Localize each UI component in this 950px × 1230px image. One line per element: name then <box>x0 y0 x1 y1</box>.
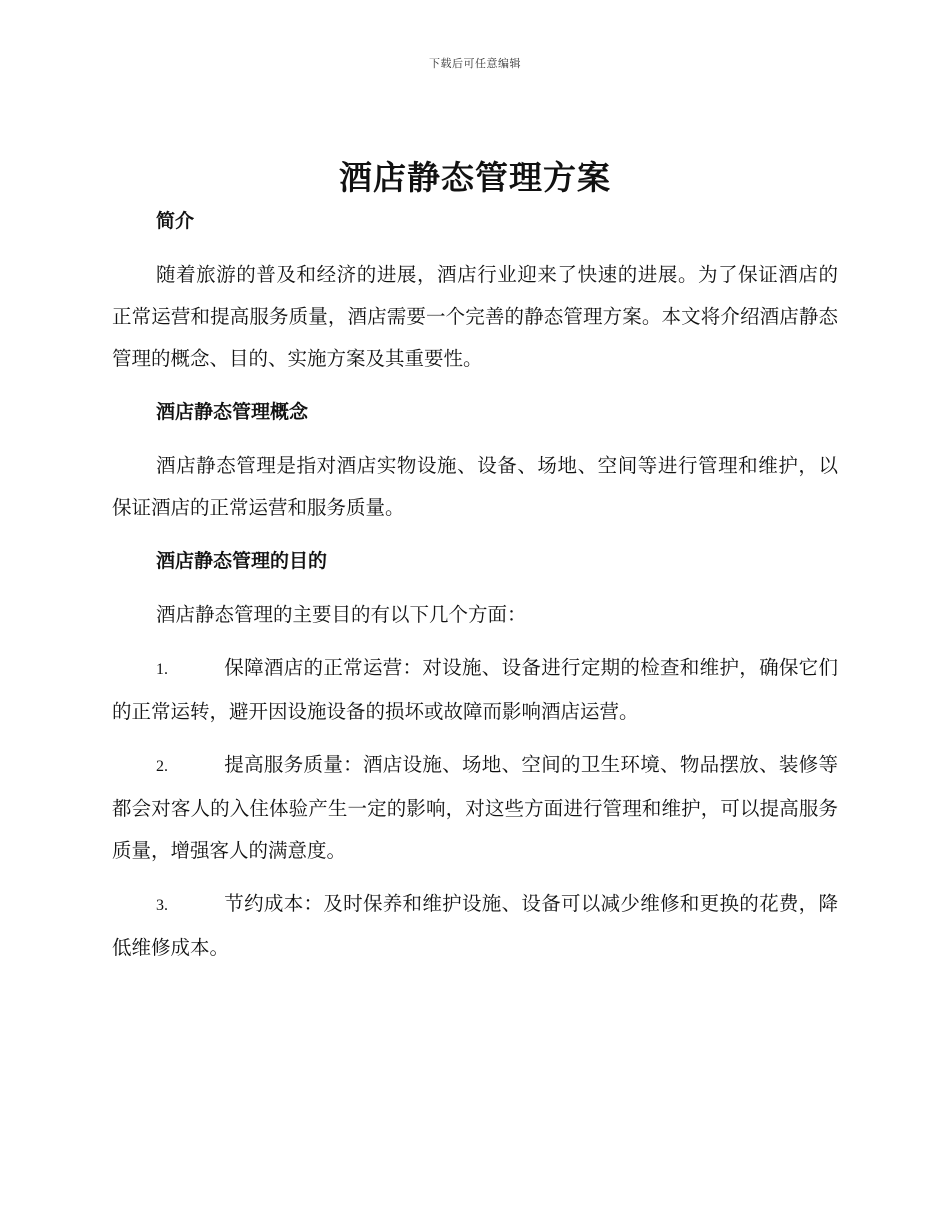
list-item <box>112 883 838 969</box>
paragraph-concept: 酒店静态管理是指对酒店实物设施、设备、场地、空间等进行管理和维护，以保证酒店的正常运营和服务质量。 <box>112 454 838 519</box>
document-title: 酒店静态管理方案 <box>339 158 611 197</box>
list-item-text: 节约成本：及时保养和维护设施、设备可以减少维修和更换的花费，降低维修成本。 <box>112 892 838 959</box>
list-item-text: 保障酒店的正常运营：对设施、设备进行定期的检查和维护，确保它们的正常运转，避开因设施设备的损坏或故障而影响酒店运营。 <box>112 656 838 723</box>
section-heading-purpose: 酒店静态管理的目的 <box>156 550 328 572</box>
document-body <box>112 200 838 969</box>
paragraph-intro: 随着旅游的普及和经济的进展，酒店行业迎来了快速的进展。为了保证酒店的正常运营和提高服务质量，酒店需要一个完善的静态管理方案。本文将介绍酒店静态管理的概念、目的、实施方案及其重要性。 <box>112 263 838 370</box>
page-header-note: 下载后可任意编辑 <box>429 57 521 70</box>
list-item-text: 提高服务质量：酒店设施、场地、空间的卫生环境、物品摆放、装修等都会对客人的入住体验产生一定的影响，对这些方面进行管理和维护，可以提高服务质量，增强客人的满意度。 <box>112 753 838 862</box>
list-item-number: 3. <box>156 897 168 914</box>
list-item-number: 1. <box>156 661 168 678</box>
list-item-number: 2. <box>156 758 168 775</box>
paragraph-purpose-intro: 酒店静态管理的主要目的有以下几个方面： <box>156 603 527 626</box>
list-item <box>112 647 838 733</box>
section-heading-concept: 酒店静态管理概念 <box>156 401 309 423</box>
list-item <box>112 744 838 872</box>
section-heading-intro: 简介 <box>156 210 195 232</box>
